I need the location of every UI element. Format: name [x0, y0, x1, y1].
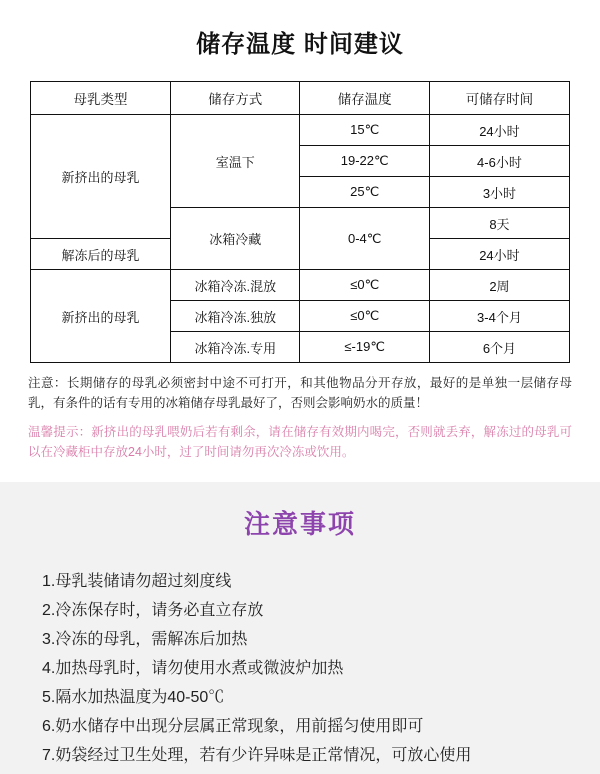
cell-temp-0-4: 0-4℃ — [300, 208, 429, 270]
note-warning: 注意：长期储存的母乳必须密封中途不可打开，和其他物品分开存放，最好的是单独一层储存母乳，有条件的话有专用的冰箱储存母乳最好了，否则会影响奶水的质量！ — [28, 376, 572, 410]
cell-time-6m: 6个月 — [429, 332, 569, 363]
cell-time-4-6h: 4-6小时 — [429, 146, 569, 177]
cell-type-fresh-1: 新挤出的母乳 — [31, 115, 171, 239]
cell-method-freezer-dedicated: 冰箱冷冻.专用 — [171, 332, 300, 363]
cell-time-3-4m: 3-4个月 — [429, 301, 569, 332]
cell-type-thawed: 解冻后的母乳 — [31, 239, 171, 270]
storage-table — [30, 81, 570, 363]
table-row — [31, 270, 570, 301]
cautions-title: 注意事项 — [243, 509, 356, 539]
cell-time-2w: 2周 — [429, 270, 569, 301]
cell-time-24h: 24小时 — [429, 115, 569, 146]
cell-type-fresh-2: 新挤出的母乳 — [31, 270, 171, 363]
cell-temp-le-19: ≤-19℃ — [300, 332, 429, 363]
table-header-row — [31, 82, 570, 115]
list-item: 7.奶袋经过卫生处理，若有少许异味是正常情况，可放心使用 — [42, 747, 472, 764]
cell-temp-25: 25℃ — [300, 177, 429, 208]
list-item: 6.奶水储存中出现分层属正常现象，用前摇匀使用即可 — [42, 718, 424, 735]
cell-temp-19-22: 19-22℃ — [300, 146, 429, 177]
column-header-temp: 储存温度 — [300, 82, 429, 115]
cell-temp-le0-a: ≤0℃ — [300, 270, 429, 301]
list-item: 2.冷冻保存时，请务必直立存放 — [42, 602, 264, 619]
column-header-type: 母乳类型 — [31, 82, 171, 115]
cell-time-8d: 8天 — [429, 208, 569, 239]
cell-time-3h: 3小时 — [429, 177, 569, 208]
cell-temp-le0-b: ≤0℃ — [300, 301, 429, 332]
list-item: 1.母乳装储请勿超过刻度线 — [42, 573, 232, 590]
cell-method-freezer-mixed: 冰箱冷冻.混放 — [171, 270, 300, 301]
storage-table-wrapper — [0, 59, 600, 363]
table-row — [31, 115, 570, 146]
cautions-panel — [0, 482, 600, 774]
list-item: 5.隔水加热温度为40-50℃ — [42, 689, 225, 706]
table-body — [31, 115, 570, 363]
page-title: 储存温度 时间建议 — [196, 31, 404, 58]
cell-temp-15: 15℃ — [300, 115, 429, 146]
list-item: 3.冷冻的母乳，需解冻后加热 — [42, 631, 248, 648]
cell-method-fridge: 冰箱冷藏 — [171, 208, 300, 270]
table-header — [31, 82, 570, 115]
cell-method-freezer-alone: 冰箱冷冻.独放 — [171, 301, 300, 332]
column-header-time: 可储存时间 — [429, 82, 569, 115]
notes-section — [0, 363, 600, 462]
cell-time-24h-2: 24小时 — [429, 239, 569, 270]
note-tip: 温馨提示：新挤出的母乳喂奶后若有剩余，请在储存有效期内喝完，否则就丢弃，解冻过的母乳可以在冷藏柜中存放24小时，过了时间请勿再次冷冻或饮用。 — [28, 425, 572, 459]
cautions-list — [0, 541, 600, 770]
column-header-method: 储存方式 — [171, 82, 300, 115]
list-item: 4.加热母乳时，请勿使用水煮或微波炉加热 — [42, 660, 344, 677]
cell-method-room: 室温下 — [171, 115, 300, 208]
